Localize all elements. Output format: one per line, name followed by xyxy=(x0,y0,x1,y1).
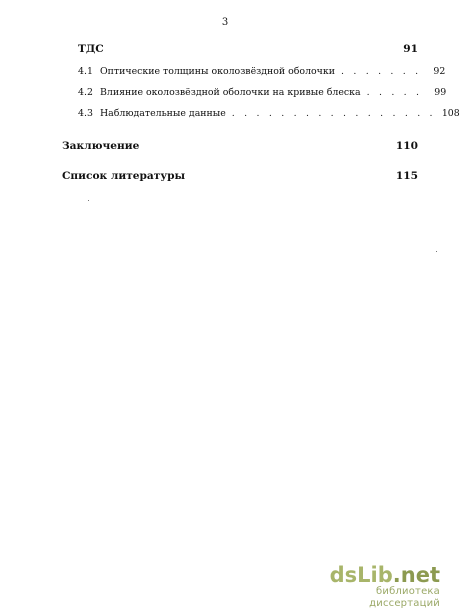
page-number: 3 xyxy=(221,17,229,28)
toc-chapter-entry[interactable] xyxy=(62,43,418,55)
watermark-subtitle: библиотека диссертаций xyxy=(369,586,440,609)
toc-section-title: Наблюдательные данные xyxy=(100,108,226,119)
toc-conclusion-page: 110 xyxy=(395,140,418,152)
toc-dot-leader: . . . . . xyxy=(366,87,423,98)
toc-section-title: Влияние околозвёздной оболочки на кривые блеска xyxy=(100,87,361,98)
watermark xyxy=(308,564,440,610)
toc-conclusion-entry[interactable] xyxy=(62,140,418,152)
toc-section-page: 99 xyxy=(434,87,447,98)
toc-section-page: 92 xyxy=(433,66,446,77)
toc-references-page: 115 xyxy=(395,170,418,182)
toc-section-number: 4.3 xyxy=(78,108,93,119)
toc-section-entry[interactable] xyxy=(78,108,460,120)
toc-dot-leader: . . . . . . . xyxy=(340,66,422,77)
toc-section-page: 108 xyxy=(441,108,460,119)
scan-speck xyxy=(88,200,89,201)
toc-chapter-title: ТДС xyxy=(78,43,104,55)
watermark-logo-tld: .net xyxy=(392,563,440,587)
toc-dot-leader: . . . . . . . . . . . . . . . . . xyxy=(231,108,436,119)
toc-section-entry[interactable] xyxy=(78,87,447,99)
toc-references-title: Список литературы xyxy=(62,170,186,182)
toc-chapter-page: 91 xyxy=(403,43,418,55)
toc-section-number: 4.1 xyxy=(78,66,93,77)
watermark-logo-main: dsLib xyxy=(329,563,393,587)
toc-references-entry[interactable] xyxy=(62,170,418,182)
toc-conclusion-title: Заключение xyxy=(62,140,140,152)
watermark-logo xyxy=(308,564,440,586)
toc-section-entry[interactable] xyxy=(78,66,446,78)
scan-speck xyxy=(436,251,437,252)
toc-section-title: Оптические толщины околозвёздной оболочки xyxy=(100,66,335,77)
toc-section-number: 4.2 xyxy=(78,87,93,98)
